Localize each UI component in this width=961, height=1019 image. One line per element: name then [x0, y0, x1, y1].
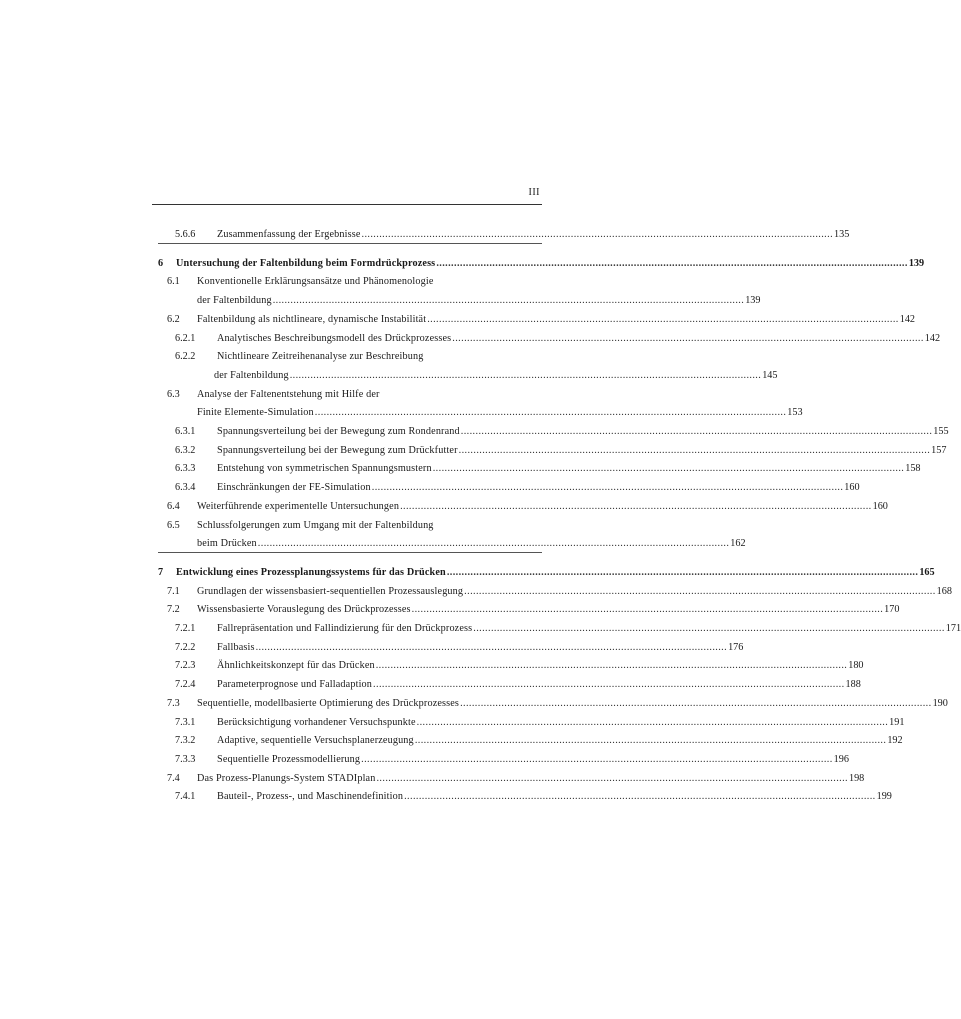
toc-leader-dots: ................................................................................................................................................................: [432, 463, 905, 475]
toc-entry-number: 6.3.4: [175, 482, 196, 494]
toc-entry-page: 188: [845, 679, 861, 691]
toc-leader-dots: ................................................................................................................................................................: [416, 716, 889, 728]
toc-entry-number: 6: [158, 257, 164, 269]
toc-entry-page: 139: [745, 295, 761, 307]
toc-entry-page: 176: [728, 641, 744, 653]
toc-entry-page: 139: [908, 257, 925, 269]
toc-leader-dots: ................................................................................................................................................................: [427, 313, 899, 325]
toc-entry-number: 6.2: [167, 313, 180, 325]
toc-entry-page: 153: [787, 407, 803, 419]
toc-leader-dots: ................................................................................................................................................................: [414, 735, 887, 747]
section-divider: [158, 243, 542, 244]
toc-entry-number: 6.2.2: [175, 351, 196, 363]
toc-leader-dots: ................................................................................................................................................................: [371, 482, 844, 494]
toc-entry[interactable]: [0, 695, 948, 713]
toc-entry-title: Fallbasis: [217, 641, 255, 653]
toc-entry[interactable]: [0, 498, 888, 516]
toc-entry-title: Spannungsverteilung bei der Bewegung zum Drückfutter: [217, 444, 458, 456]
toc-entry-page: 142: [899, 313, 915, 325]
toc-entry-number: 7.2.4: [175, 679, 196, 691]
toc-leader-dots: ................................................................................................................................................................: [373, 679, 845, 691]
toc-entry-title: Sequentielle, modellbasierte Optimierung des Drückprozesses: [197, 697, 460, 709]
toc-entry-title: Einschränkungen der FE-Simulation: [217, 482, 371, 494]
toc-leader-dots: ................................................................................................................................................................: [289, 369, 762, 381]
toc-entry-number: 7.4: [167, 772, 180, 784]
toc-entry-page: 171: [945, 623, 961, 634]
toc-entry[interactable]: [0, 348, 720, 366]
toc-entry[interactable]: [0, 386, 720, 404]
toc-entry-title: Ähnlichkeitskonzept für das Drücken: [217, 660, 375, 672]
toc-leader-dots: ................................................................................................................................................................: [257, 538, 730, 550]
toc-entry-title: Weiterführende experimentelle Untersuchungen: [197, 500, 400, 512]
toc-entry-page: 196: [833, 753, 849, 765]
toc-entry-title: Das Prozess-Planungs-System STADIplan: [197, 772, 376, 784]
section-divider: [158, 552, 542, 553]
toc-entry-number: 5.6.6: [175, 229, 196, 240]
toc-entry-number: 6.3: [167, 388, 180, 400]
toc-entry[interactable]: [0, 460, 921, 478]
toc-leader-dots: ................................................................................................................................................................: [375, 660, 848, 672]
toc-entry-title-continued: der Faltenbildung: [197, 295, 272, 307]
toc-entry-title: Bauteil-, Prozess-, und Maschinendefinition: [217, 791, 404, 803]
toc-entry-number: 7.3.1: [175, 716, 196, 728]
toc-entry-page: 145: [762, 369, 778, 381]
toc-entry-number: 7.3.3: [175, 753, 196, 765]
toc-entry-continuation[interactable]: [0, 535, 746, 553]
toc-entry-title: Parameterprognose und Falladaption: [217, 679, 373, 691]
toc-entry-page: 157: [931, 444, 947, 456]
toc-entry[interactable]: [0, 788, 892, 806]
toc-leader-dots: ................................................................................................................................................................: [460, 426, 933, 437]
toc-entry-page: 158: [905, 463, 921, 475]
toc-entry-number: 6.5: [167, 519, 180, 531]
toc-entry-number: 7.2.3: [175, 660, 196, 672]
toc-entry-title: Wissensbasierte Vorauslegung des Drückprozesses: [197, 604, 411, 616]
toc-entry-continuation[interactable]: [0, 404, 803, 422]
toc-entry-page: 165: [919, 566, 935, 578]
toc-entry-title: Fallrepräsentation und Fallindizierung für den Drückprozess: [217, 623, 473, 634]
toc-entry-number: 6.3.3: [175, 463, 196, 475]
toc-entry[interactable]: [0, 639, 744, 657]
toc-leader-dots: ................................................................................................................................................................: [376, 772, 848, 784]
toc-entry-number: 6.2.1: [175, 332, 196, 344]
toc-entry-number: 6.3.2: [175, 444, 196, 456]
toc-entry-continuation[interactable]: [0, 367, 778, 385]
toc-entry-title: Adaptive, sequentielle Versuchsplanerzeugung: [217, 735, 414, 747]
toc-leader-dots: ................................................................................................................................................................: [314, 407, 787, 419]
toc-entry-title: Entwicklung eines Prozessplanungssystems für das Drücken: [176, 566, 446, 578]
header-rule: [152, 204, 542, 205]
toc-entry-title: Faltenbildung als nichtlineare, dynamische Instabilität: [197, 313, 427, 325]
toc-entry[interactable]: [0, 255, 925, 273]
toc-entry[interactable]: [0, 770, 865, 788]
toc-leader-dots: ................................................................................................................................................................: [436, 257, 908, 269]
toc-entry-number: 6.1: [167, 276, 180, 288]
toc-entry[interactable]: [0, 714, 905, 732]
toc-entry[interactable]: [0, 273, 720, 291]
toc-entry-page: 162: [730, 538, 746, 550]
toc-leader-dots: ................................................................................................................................................................: [473, 623, 945, 634]
toc-entry[interactable]: [0, 517, 720, 535]
toc-leader-dots: ................................................................................................................................................................: [411, 604, 884, 616]
toc-entry[interactable]: [0, 311, 915, 329]
toc-entry-title: Analyse der Faltenentstehung mit Hilfe der: [197, 388, 380, 400]
toc-entry[interactable]: [0, 226, 850, 244]
toc-leader-dots: ................................................................................................................................................................: [446, 566, 919, 578]
toc-entry[interactable]: [0, 620, 961, 638]
toc-entry-title: Entstehung von symmetrischen Spannungsmustern: [217, 463, 432, 475]
toc-leader-dots: ................................................................................................................................................................: [458, 444, 931, 456]
toc-entry[interactable]: [0, 479, 860, 497]
toc-leader-dots: ................................................................................................................................................................: [255, 641, 728, 653]
toc-entry[interactable]: [0, 676, 861, 694]
toc-entry-page: 160: [872, 500, 888, 512]
toc-entry-title-continued: der Faltenbildung: [214, 369, 289, 381]
toc-entry-page: 135: [834, 229, 850, 240]
toc-entry-page: 170: [884, 604, 900, 616]
toc-entry-page: 142: [924, 332, 941, 344]
toc-entry-number: 7.2: [167, 604, 180, 616]
toc-entry-title: Schlussfolgerungen zum Umgang mit der Faltenbildung: [197, 519, 434, 531]
toc-entry[interactable]: [0, 442, 947, 460]
toc-entry[interactable]: [0, 423, 949, 441]
toc-entry-page: 191: [889, 716, 905, 728]
toc-entry-title: Konventionelle Erklärungsansätze und Phänomenologie: [197, 276, 434, 288]
toc-entry-title-continued: beim Drücken: [197, 538, 257, 550]
page-number: III: [528, 187, 540, 198]
toc-entry-title: Berücksichtigung vorhandener Versuchspunkte: [217, 716, 416, 728]
toc-entry-title: Sequentielle Prozessmodellierung: [217, 753, 361, 765]
toc-entry-number: 7.3: [167, 697, 180, 709]
toc-entry[interactable]: [0, 564, 935, 582]
toc-entry[interactable]: [0, 601, 900, 619]
toc-leader-dots: ................................................................................................................................................................: [404, 791, 876, 803]
toc-entry-number: 7.4.1: [175, 791, 196, 803]
toc-entry[interactable]: [0, 583, 952, 601]
toc-leader-dots: ................................................................................................................................................................: [272, 295, 745, 307]
toc-entry-title: Analytisches Beschreibungsmodell des Drückprozesses: [217, 332, 452, 344]
toc-entry-title: Untersuchung der Faltenbildung beim Formdrückprozess: [176, 257, 436, 269]
toc-entry-continuation[interactable]: [0, 292, 761, 310]
toc-entry[interactable]: [0, 732, 903, 750]
toc-entry-page: 168: [936, 585, 952, 597]
toc-leader-dots: ................................................................................................................................................................: [452, 332, 924, 344]
toc-leader-dots: ................................................................................................................................................................: [464, 585, 936, 597]
toc-entry-number: 6.3.1: [175, 426, 196, 437]
toc-entry-page: 160: [844, 482, 860, 494]
toc-entry-number: 6.4: [167, 500, 180, 512]
toc-leader-dots: ................................................................................................................................................................: [400, 500, 872, 512]
toc-leader-dots: ................................................................................................................................................................: [361, 229, 834, 240]
toc-entry-page: 155: [933, 426, 949, 437]
toc-entry-page: 190: [932, 697, 948, 709]
toc-entry-number: 7.2.1: [175, 623, 196, 634]
toc-entry-number: 7.1: [167, 585, 180, 597]
toc-entry-title-continued: Finite Elemente-Simulation: [197, 407, 314, 419]
toc-entry-title: Zusammenfassung der Ergebnisse: [217, 229, 361, 240]
toc-entry-number: 7.2.2: [175, 641, 196, 653]
toc-entry-number: 7: [158, 566, 164, 578]
toc-entry-page: 199: [876, 791, 892, 803]
toc-entry-title: Grundlagen der wissensbasiert-sequentiellen Prozessauslegung: [197, 585, 464, 597]
toc-entry-page: 192: [887, 735, 903, 747]
toc-entry[interactable]: [0, 657, 864, 675]
toc-entry-page: 180: [848, 660, 864, 672]
toc-entry-page: 198: [848, 772, 865, 784]
toc-leader-dots: ................................................................................................................................................................: [460, 697, 932, 709]
toc-entry[interactable]: [0, 751, 849, 769]
toc-entry-number: 7.3.2: [175, 735, 196, 747]
toc-leader-dots: ................................................................................................................................................................: [361, 753, 833, 765]
toc-entry-title: Nichtlineare Zeitreihenanalyse zur Beschreibung: [217, 351, 424, 363]
toc-entry[interactable]: [0, 330, 941, 348]
toc-entry-title: Spannungsverteilung bei der Bewegung zum Rondenrand: [217, 426, 460, 437]
